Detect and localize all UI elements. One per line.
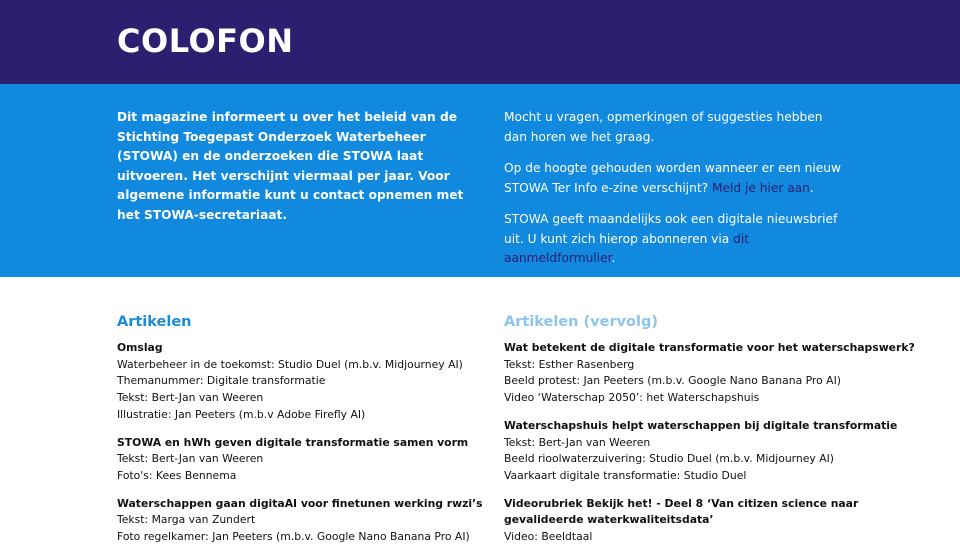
article-title: Waterschappen gaan digitaAI voor finetunen werking rwzi’s (117, 496, 483, 510)
credit-line: Video: Beeldtaal (504, 530, 593, 544)
subscribe-ezine-text: Op de hoogte gehouden worden wanneer er een nieuw STOWA Ter Info e-zine verschijnt? (504, 161, 841, 195)
page-header (0, 0, 960, 84)
meld-aan-link[interactable]: Meld je hier aan (711, 180, 810, 195)
article-block (117, 340, 497, 424)
articles-heading: Artikelen (117, 314, 192, 330)
article-title-continued: gevalideerde waterkwaliteitsdata’ (504, 513, 714, 527)
articles-column-right (504, 312, 915, 557)
article-block (504, 418, 904, 485)
page-title: COLOFON (117, 22, 294, 60)
credit-line: Tekst: Bert-Jan van Weeren (117, 391, 264, 405)
credit-line: Tekst: Bert-Jan van Weeren (117, 452, 264, 466)
credit-line: Waterbeheer in de toekomst: Studio Duel (m.b.v. Midjourney AI) (117, 357, 463, 371)
punctuation: . (809, 180, 814, 195)
credit-line: Foto's: Kees Bennema (117, 468, 237, 482)
punctuation: . (611, 251, 616, 265)
credit-line: Beeld protest: Jan Peeters (m.b.v. Google Nano Banana Pro AI) (504, 374, 841, 388)
credit-line: Illustratie: Jan Peeters (m.b.v Adobe Firefly AI) (117, 407, 366, 421)
credit-line: Tekst: Bert-Jan van Weeren (504, 435, 651, 449)
article-title: STOWA en hWh geven digitale transformatie samen vorm (117, 435, 469, 449)
intro-contact (504, 108, 849, 281)
article-title: Waterschapshuis helpt waterschappen bij digitale transformatie (504, 418, 898, 432)
subscribe-ezine-paragraph (504, 159, 849, 198)
article-block (504, 340, 915, 407)
article-title: Videorubriek Bekijk het! - Deel 8 ‘Van citizen science naar (504, 496, 859, 510)
intro-description: Dit magazine informeert u over het beleid van de Stichting Toegepast Onderzoek Waterbeheer (STOWA) en de onderzoeken die STOWA laat uitvoeren. Het verschijnt viermaal per jaar. Voor algemene informatie kunt u contact opnemen met het STOWA-secretariaat. (117, 110, 464, 222)
newsletter-paragraph (504, 210, 849, 269)
credit-line: Video ‘Waterschap 2050’: het Waterschapshuis (504, 391, 760, 405)
credit-line: Tekst: Esther Rasenberg (504, 357, 635, 371)
credit-line: Foto regelkamer: Jan Peeters (m.b.v. Google Nano Banana Pro AI) (117, 530, 470, 544)
article-block (504, 496, 904, 546)
article-block (117, 496, 497, 546)
credit-line: Vaarkaart digitale transformatie: Studio Duel (504, 468, 747, 482)
articles-continued-heading: Artikelen (vervolg) (504, 314, 658, 330)
credit-line: Themanummer: Digitale transformatie (117, 374, 326, 388)
intro-section (0, 84, 960, 277)
article-title: Wat betekent de digitale transformatie voor het waterschapswerk? (504, 341, 915, 354)
newsletter-text: STOWA geeft maandelijks ook een digitale nieuwsbrief uit. U kunt zich hierop abonneren via (504, 212, 838, 246)
articles-column-left (117, 312, 497, 557)
contact-paragraph: Mocht u vragen, opmerkingen of suggesties hebben dan horen we het graag. (504, 110, 823, 144)
article-title: Omslag (117, 341, 163, 354)
credit-line: Tekst: Marga van Zundert (117, 513, 256, 527)
credit-line: Beeld rioolwaterzuivering: Studio Duel (m.b.v. Midjourney AI) (504, 452, 835, 466)
article-block (117, 435, 497, 485)
aanmeldformulier-link[interactable]: dit aanmeldformulier (504, 231, 750, 265)
